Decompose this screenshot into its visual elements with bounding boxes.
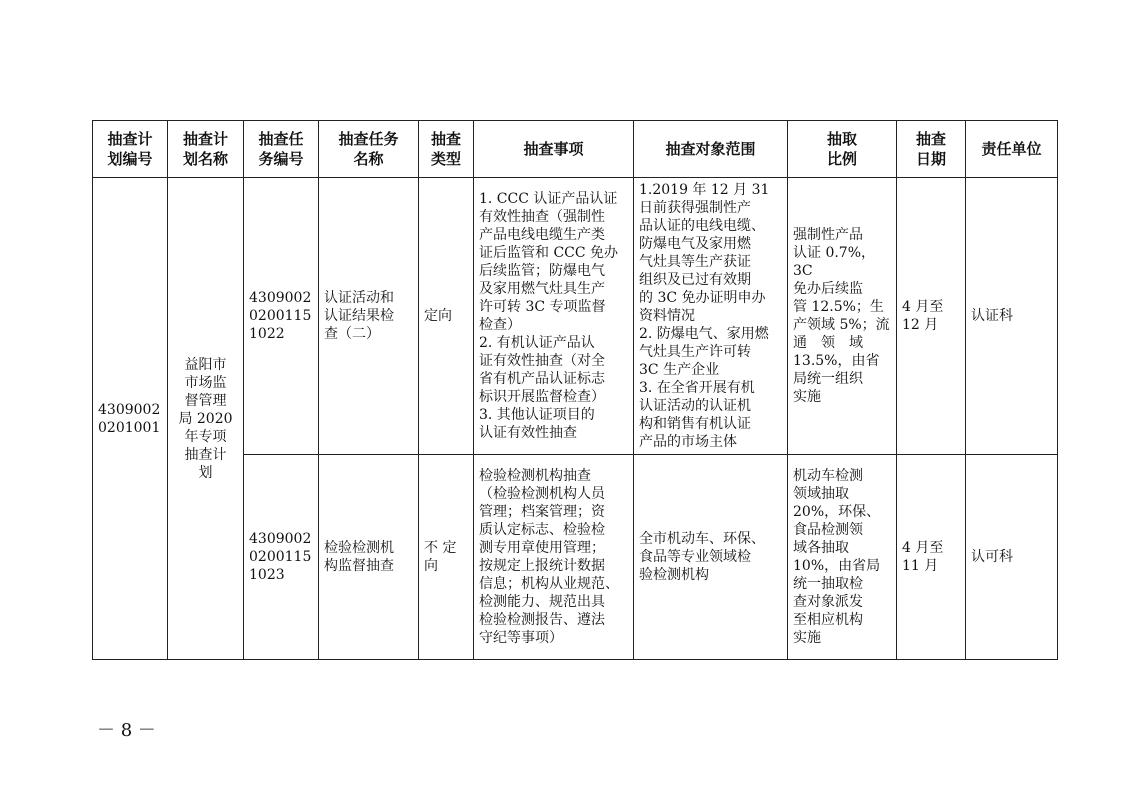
plan-id-cell: 4309002 0201001 <box>93 178 168 660</box>
task-name-cell: 认证活动和 认证结果检 查（二） <box>319 178 419 455</box>
ratio-cell: 强制性产品 认证 0.7%，3C 免办后续监 管 12.5%；生 产领域 5%；流 通 领 域 13.5%，由省 局统一组织 实施 <box>788 178 897 455</box>
header-ratio: 抽取 比例 <box>788 121 897 178</box>
header-task-name: 抽查任务 名称 <box>319 121 419 178</box>
header-date: 抽查 日期 <box>897 121 966 178</box>
table-row <box>93 178 1058 455</box>
inspection-plan-table <box>92 120 1058 660</box>
ratio-cell: 机动车检测 领域抽取 20%，环保、 食品检测领 域各抽取 10%，由省局 统一抽取检 查对象派发 至相应机构 实施 <box>788 455 897 660</box>
items-cell: 检验检测机构抽查 （检验检测机构人员 管理；档案管理；资 质认定标志、检验检 测专用章使用管理； 按规定上报统计数据 信息；机构从业规范、 检测能力、规范出具 检验检测报告、遵法 守纪等事项） <box>474 455 634 660</box>
header-type: 抽查 类型 <box>419 121 474 178</box>
header-row <box>93 121 1058 178</box>
type-cell: 不 定 向 <box>419 455 474 660</box>
header-task-id: 抽查任 务编号 <box>244 121 319 178</box>
type-cell: 定向 <box>419 178 474 455</box>
unit-cell: 认可科 <box>966 455 1058 660</box>
task-id-cell: 4309002 0200115 1022 <box>244 178 319 455</box>
items-cell: 1. CCC 认证产品认证 有效性抽查（强制性 产品电线电缆生产类 证后监管和 CCC 免办 后续监管；防爆电气 及家用燃气灶具生产 许可转 3C 专项监督 检查） 2. 有机认证产品认 证有效性抽查（对全 省有机产品认证标志 标识开展监督检查） 3. 其他认证项目的 认证有效性抽查 <box>474 178 634 455</box>
header-plan-id: 抽查计 划编号 <box>93 121 168 178</box>
header-scope: 抽查对象范围 <box>634 121 788 178</box>
header-unit: 责任单位 <box>966 121 1058 178</box>
date-cell: 4 月至 12 月 <box>897 178 966 455</box>
unit-cell: 认证科 <box>966 178 1058 455</box>
header-plan-name: 抽查计 划名称 <box>168 121 244 178</box>
page-number: － 8 － <box>97 720 156 741</box>
task-id-cell: 4309002 0200115 1023 <box>244 455 319 660</box>
plan-name-cell: 益阳市 市场监 督管理 局 2020 年专项 抽查计 划 <box>168 178 244 660</box>
header-items: 抽查事项 <box>474 121 634 178</box>
scope-cell: 1.2019 年 12 月 31 日前获得强制性产 品认证的电线电缆、 防爆电气及家用燃 气灶具等生产获证 组织及已过有效期 的 3C 免办证明申办 资料情况 2. 防爆电气、家用燃 气灶具生产许可转 3C 生产企业 3. 在全省开展有机 认证活动的认证机 构和销售有机认证 产品的市场主体 <box>634 178 788 455</box>
task-name-cell: 检验检测机 构监督抽查 <box>319 455 419 660</box>
scope-cell: 全市机动车、环保、 食品等专业领域检 验检测机构 <box>634 455 788 660</box>
date-cell: 4 月至 11 月 <box>897 455 966 660</box>
